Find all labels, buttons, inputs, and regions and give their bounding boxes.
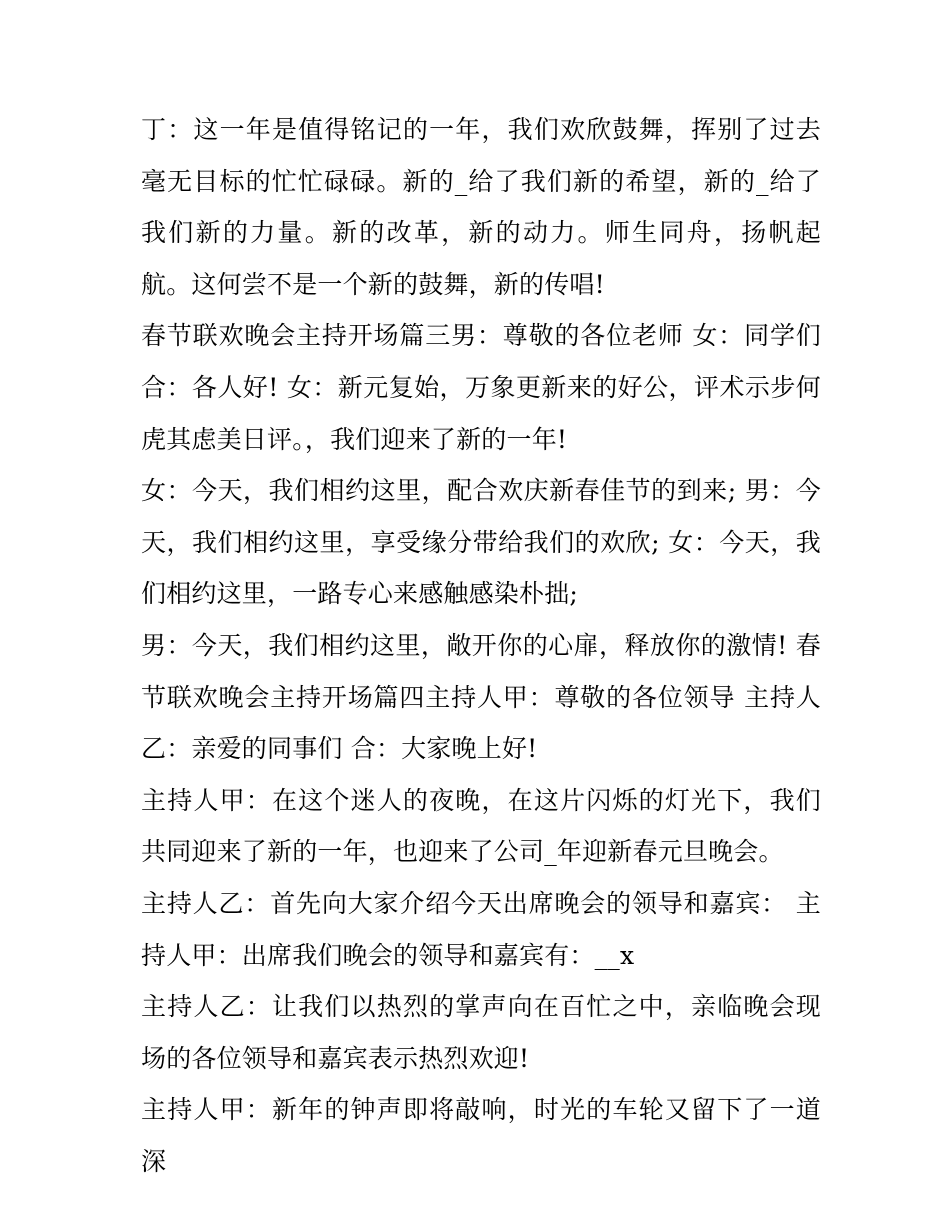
paragraph: 丁：这一年是值得铭记的一年，我们欢欣鼓舞，挥别了过去毫无目标的忙忙碌碌。新的_给了我们新的希望，新的_给了我们新的力量。新的改革，新的动力。师生同舟，扬帆起航。这何尝不是一个新的鼓舞，新的传唱! xyxy=(141,115,821,299)
paragraph: 主持人甲：新年的钟声即将敲响，时光的车轮又留下了一道深 xyxy=(141,1095,821,1176)
paragraph: 男：今天，我们相约这里，敞开你的心扉，释放你的激情! 春节联欢晚会主持开场篇四主持人甲：尊敬的各位领导 主持人乙：亲爱的同事们 合：大家晚上好! xyxy=(141,630,821,764)
paragraph: 主持人乙：让我们以热烈的掌声向在百忙之中，亲临晚会现场的各位领导和嘉宾表示热烈欢迎! xyxy=(141,992,821,1073)
paragraph: 女：今天，我们相约这里，配合欢庆新春佳节的到来; 男：今天，我们相约这里，享受缘分带给我们的欢欣; 女：今天，我们相约这里，一路专心来感触感染朴拙; xyxy=(141,476,821,609)
paragraph: 主持人乙：首先向大家介绍今天出席晚会的领导和嘉宾： 主持人甲：出席我们晚会的领导和嘉宾有：__x xyxy=(141,888,821,970)
paragraph: 主持人甲：在这个迷人的夜晚，在这片闪烁的灯光下，我们共同迎来了新的一年，也迎来了公司_年迎新春元旦晚会。 xyxy=(141,785,821,867)
document-body xyxy=(141,104,821,1187)
paragraph: 春节联欢晚会主持开场篇三男：尊敬的各位老师 女：同学们 合：各人好! 女：新元复始，万象更新来的好公，评术示步何虎其虑美日评。，我们迎来了新的一年! xyxy=(141,321,821,454)
